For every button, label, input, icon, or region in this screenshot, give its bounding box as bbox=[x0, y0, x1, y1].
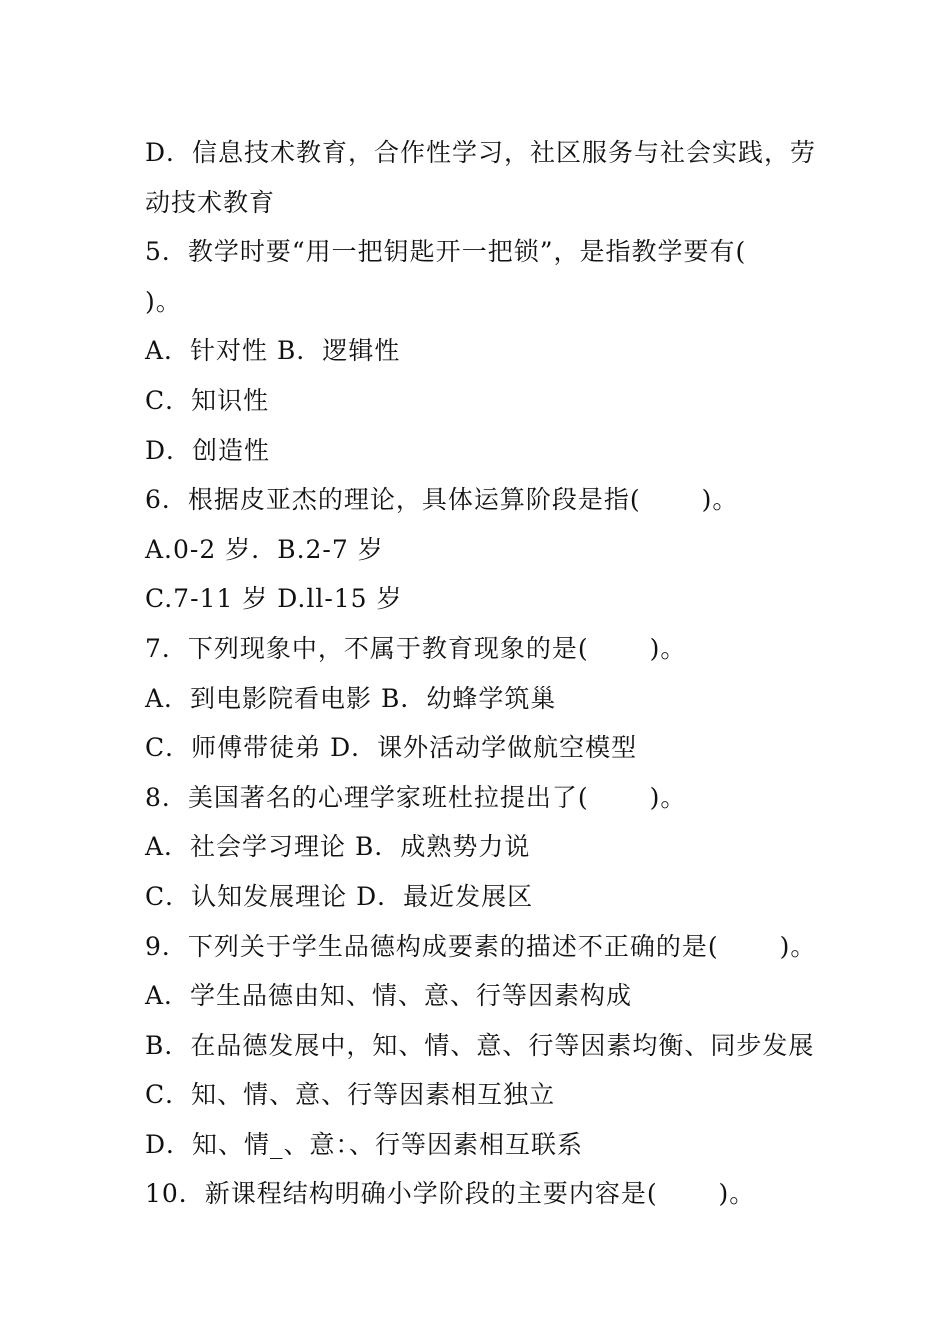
question-5-option-d: D．创造性 bbox=[145, 435, 271, 465]
question-8-options-cd: C．认知发展理论 D．最近发展区 bbox=[145, 881, 534, 911]
question-9: 9．下列关于学生品德构成要素的描述不正确的是( )。 bbox=[145, 931, 817, 961]
option-4d-text-continued: 动技术教育 bbox=[145, 187, 276, 217]
question-5-continued: )。 bbox=[145, 286, 182, 316]
question-5-options-ab: A．针对性 B．逻辑性 bbox=[145, 336, 401, 366]
question-7-options-cd: C．师傅带徒弟 D．课外活动学做航空模型 bbox=[145, 733, 638, 763]
question-5: 5．教学时要“用一把钥匙开一把锁”，是指教学要有( bbox=[145, 237, 747, 267]
question-7-options-ab: A．到电影院看电影 B．幼蜂学筑巢 bbox=[145, 683, 557, 713]
question-9-option-c: C．知、情、意、行等因素相互独立 bbox=[145, 1080, 556, 1110]
option-4d-text: D．信息技术教育，合作性学习，社区服务与社会实践，劳 bbox=[145, 138, 817, 167]
question-9-option-a: A．学生品德由知、情、意、行等因素构成 bbox=[145, 981, 633, 1011]
question-9-option-d: D．知、情_、意：、行等因素相互联系 bbox=[145, 1129, 584, 1159]
question-8: 8．美国著名的心理学家班杜拉提出了( )。 bbox=[145, 782, 687, 812]
question-8-options-ab: A．社会学习理论 B．成熟势力说 bbox=[145, 832, 531, 862]
question-6: 6．根据皮亚杰的理论，具体运算阶段是指( )。 bbox=[145, 485, 739, 515]
question-5-option-c: C．知识性 bbox=[145, 385, 270, 415]
question-6-options-ab: A.0-2 岁．B.2-7 岁 bbox=[145, 534, 384, 564]
question-6-options-cd: C.7-11 岁 D.ll-15 岁 bbox=[145, 584, 403, 614]
question-7: 7．下列现象中，不属于教育现象的是( )。 bbox=[145, 633, 687, 663]
question-9-option-b: B．在品德发展中，知、情、意、行等因素均衡、同步发展 bbox=[145, 1030, 815, 1060]
document-body bbox=[145, 128, 815, 1219]
question-10: 10．新课程结构明确小学阶段的主要内容是( )。 bbox=[145, 1179, 756, 1209]
